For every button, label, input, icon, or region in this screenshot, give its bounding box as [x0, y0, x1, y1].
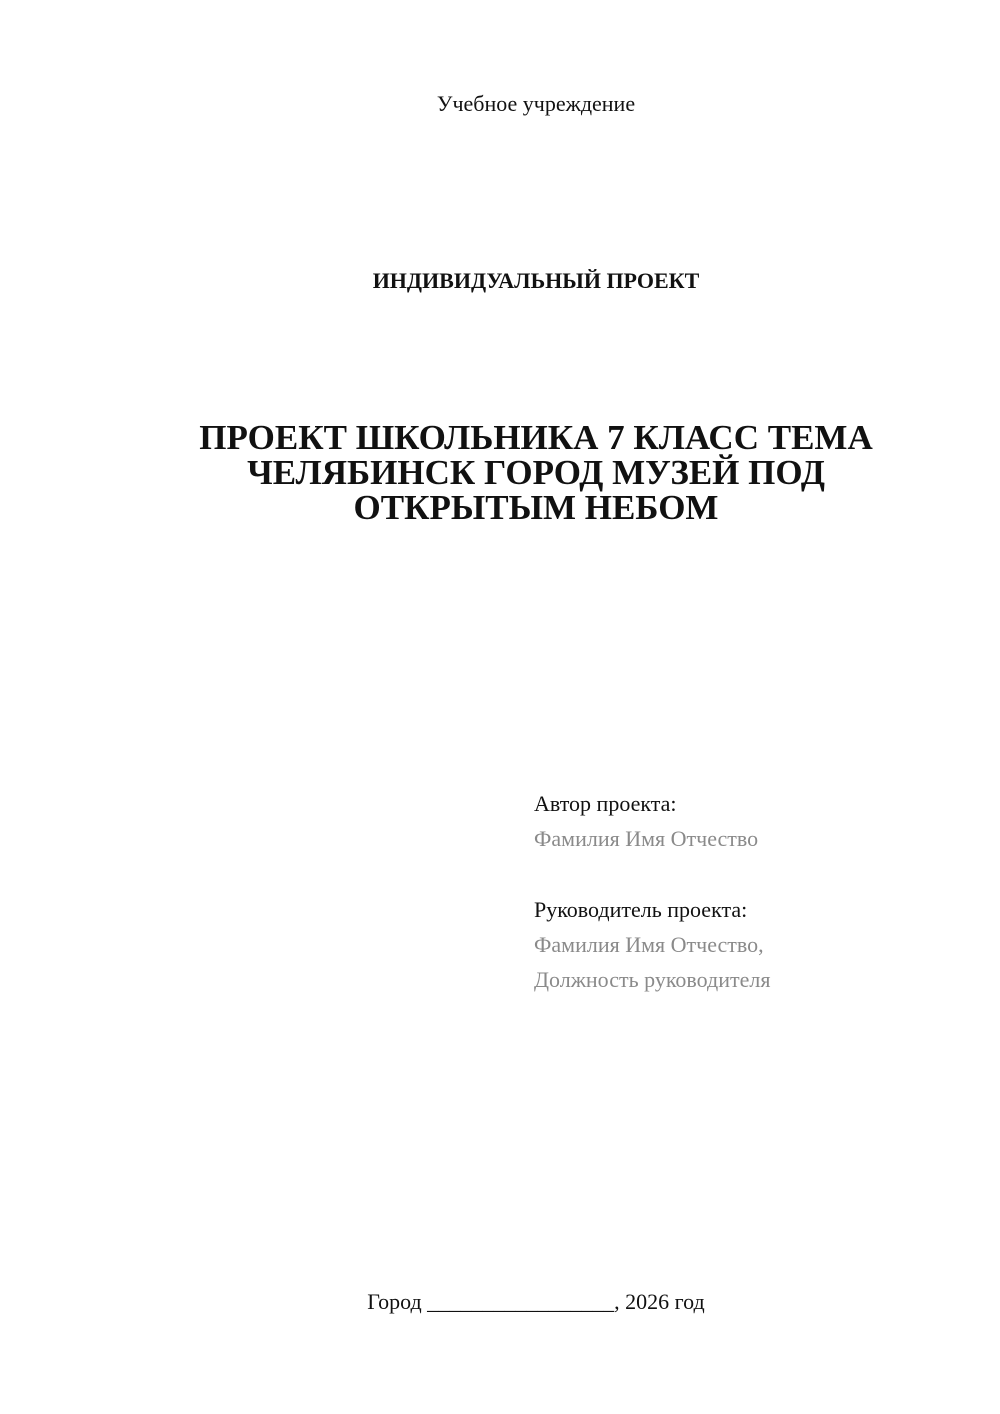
document-type: ИНДИВИДУАЛЬНЫЙ ПРОЕКТ	[372, 268, 700, 293]
project-title	[170, 420, 902, 525]
supervisor-label: Руководитель проекта:	[534, 897, 748, 922]
supervisor-name-placeholder: Фамилия Имя Отчество,	[534, 932, 764, 957]
supervisor-block	[534, 892, 954, 997]
institution-name: Учебное учреждение	[436, 91, 636, 116]
project-title-line: ЧЕЛЯБИНСК ГОРОД МУЗЕЙ ПОД	[247, 453, 825, 492]
author-block	[534, 786, 954, 856]
supervisor-position-placeholder: Должность руководителя	[534, 967, 771, 992]
project-title-line: ОТКРЫТЫМ НЕБОМ	[353, 488, 719, 527]
project-title-line: ПРОЕКТ ШКОЛЬНИКА 7 КЛАСС ТЕМА	[199, 418, 873, 457]
city-year-line: Город _________________, 2026 год	[367, 1289, 705, 1314]
author-name-placeholder: Фамилия Имя Отчество	[534, 826, 759, 851]
author-label: Автор проекта:	[534, 791, 677, 816]
